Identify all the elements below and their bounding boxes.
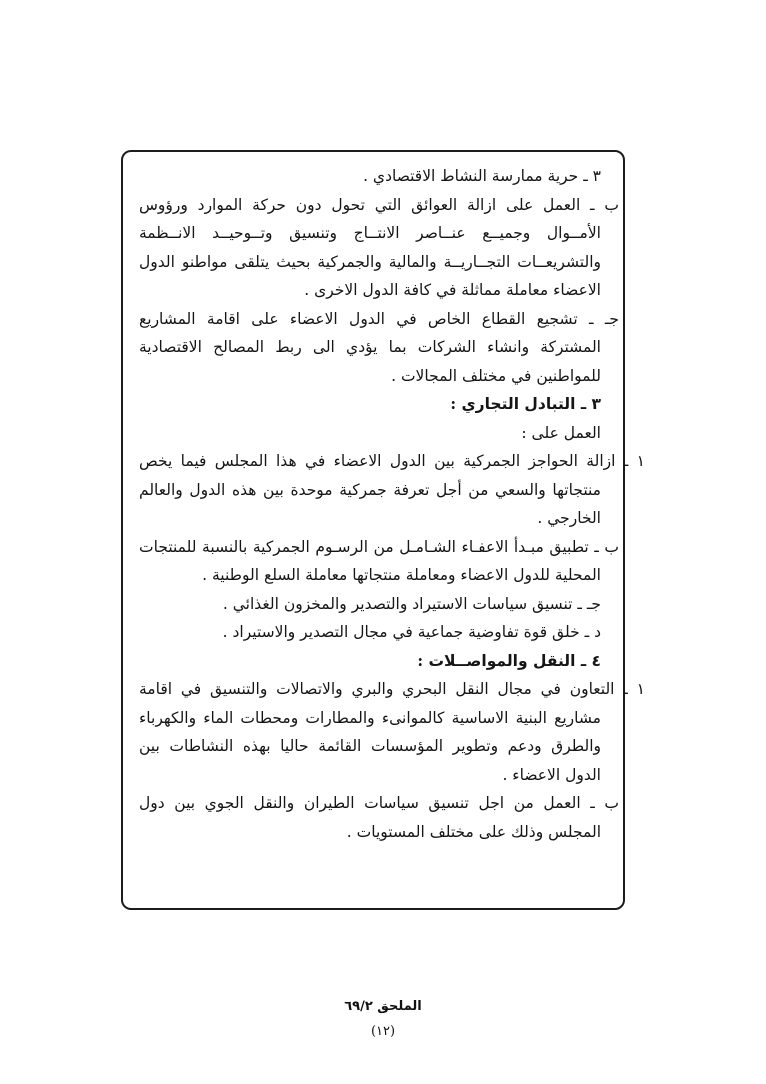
- footer-page-number: (١٢): [370, 1024, 396, 1039]
- section-heading-transport: ٤ ـ النقل والمواصــلات :: [417, 650, 601, 670]
- list-item-b-removing-obstacles: ب ـ العمل على ازالة العوائق التي تحول دون حركة الموارد ورؤوس الأمــوال وجميــع عنــاصر الانتــاج وتنسيق وتــوحيــد الانــظمة والتشريعــات التجــاريــة والمالية والجمركية بحيث يتلقى مواطنو الدول الاعضاء معاملة مماثلة في كافة الدول الاخرى .: [139, 195, 619, 299]
- list-item-b-aviation-policy: ب ـ العمل من اجل تنسيق سياسات الطيران والنقل الجوي بين دول المجلس وذلك على مختلف المستويات .: [139, 794, 619, 841]
- document-text-body: [139, 162, 645, 900]
- list-item-1-transport-coop: ١ ـ التعاون في مجال النقل البحري والبري والاتصالات والتنسيق في اقامة مشاريع البنية الاساسية كالموانىء والمطارات ومحطات الماء والكهرباء والطرق ودعم وتطوير المؤسسات القائمة حاليا بهذه النشاطات بين الدول الاعضاء .: [139, 680, 645, 784]
- document-border-frame: [121, 150, 645, 910]
- list-item-b-customs-exemption: ب ـ تطبيق مبـدأ الاعفـاء الشـامـل من الرسـوم الجمركية بالنسبة للمنتجات المحلية للدول الاعضاء ومعاملة منتجاتها معاملة السلع الوطنية .: [139, 537, 619, 584]
- section-heading-trade-exchange: ٣ ـ التبادل التجاري :: [450, 394, 601, 413]
- list-item-j-import-export: جـ ـ تنسيق سياسات الاستيراد والتصدير والمخزون الغذائي .: [222, 594, 601, 613]
- list-item-d-negotiating-power: د ـ خلق قوة تفاوضية جماعية في مجال التصدير والاستيراد .: [222, 623, 601, 641]
- sub-heading-work-on: العمل على :: [521, 423, 601, 442]
- list-item-economic-activity: ٣ ـ حرية ممارسة النشاط الاقتصادي .: [363, 167, 601, 185]
- list-item-j-private-sector: جـ ـ تشجيع القطاع الخاص في الدول الاعضاء على اقامة المشاريع المشتركة وانشاء الشركات بما يؤدي الى ربط المصالح الاقتصادية للمواطنين في مختلف المجالات .: [139, 309, 619, 385]
- footer-appendix-label: الملحق ٦٩/٢: [344, 999, 422, 1014]
- list-item-1-customs-barriers: ١ ـ ازالة الحواجز الجمركية بين الدول الاعضاء في هذا المجلس فيما يخص منتجاتها والسعي من أجل تعرفة جمركية موحدة بين هذه الدول والعالم الخارجي .: [139, 452, 645, 527]
